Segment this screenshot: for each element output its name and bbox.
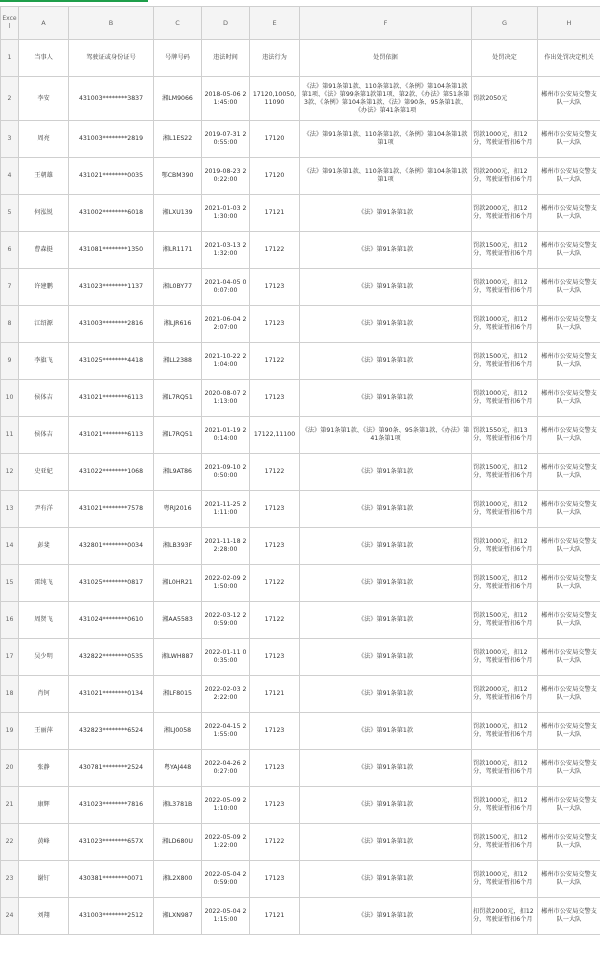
cell-authority[interactable]: 郴州市公安局交警支队一大队	[538, 491, 600, 528]
cell-violation[interactable]: 17120,10050,11090	[250, 77, 300, 121]
cell-license-id[interactable]: 431003********2819	[69, 121, 154, 158]
cell-plate[interactable]: 湘L0BY77	[154, 269, 202, 306]
cell-authority[interactable]: 郴州市公安局交警支队一大队	[538, 121, 600, 158]
cell-authority[interactable]: 郴州市公安局交警支队一大队	[538, 824, 600, 861]
cell-authority[interactable]: 郴州市公安局交警支队一大队	[538, 861, 600, 898]
cell-basis[interactable]: 《法》第91条第1款	[300, 898, 472, 935]
cell-authority[interactable]: 郴州市公安局交警支队一大队	[538, 528, 600, 565]
table-row	[1, 158, 600, 195]
cell-party[interactable]: 张静	[19, 750, 69, 787]
cell-basis[interactable]: 《法》第91条第1款	[300, 306, 472, 343]
cell-license-id[interactable]: 432822********0535	[69, 639, 154, 676]
cell-plate[interactable]: 湘LJR616	[154, 306, 202, 343]
cell-time[interactable]: 2021-06-04 22:07:00	[202, 306, 250, 343]
table-row	[1, 121, 600, 158]
cell-time[interactable]: 2022-01-11 00:35:00	[202, 639, 250, 676]
row-number[interactable]: 11	[1, 417, 19, 454]
cell-time[interactable]: 2019-07-31 20:55:00	[202, 121, 250, 158]
cell-authority[interactable]: 郴州市公安局交警支队一大队	[538, 787, 600, 824]
cell-decision[interactable]: 罚款2000元，扣12分，驾驶证暂扣6个月	[472, 158, 538, 195]
cell-time[interactable]: 2022-05-04 21:15:00	[202, 898, 250, 935]
row-number[interactable]: 3	[1, 121, 19, 158]
row-number[interactable]: 23	[1, 861, 19, 898]
row-number[interactable]: 7	[1, 269, 19, 306]
column-header-g[interactable]: G	[472, 7, 538, 40]
cell-decision[interactable]: 罚款1500元，扣12分，驾驶证暂扣6个月	[472, 454, 538, 491]
cell-decision[interactable]: 罚款1000元，扣12分，驾驶证暂扣6个月	[472, 306, 538, 343]
cell-authority[interactable]: 郴州市公安局交警支队一大队	[538, 195, 600, 232]
cell-license-id[interactable]: 431025********0817	[69, 565, 154, 602]
cell-time[interactable]: 2021-01-03 21:30:00	[202, 195, 250, 232]
table-row	[1, 454, 600, 491]
cell-authority[interactable]: 郴州市公安局交警支队一大队	[538, 898, 600, 935]
cell-decision[interactable]: 罚款1550元，扣13分，驾驶证暂扣6个月	[472, 417, 538, 454]
cell-authority[interactable]: 郴州市公安局交警支队一大队	[538, 158, 600, 195]
row-number[interactable]: 21	[1, 787, 19, 824]
cell-decision[interactable]: 罚款1500元，扣12分，驾驶证暂扣6个月	[472, 565, 538, 602]
row-number[interactable]: 16	[1, 602, 19, 639]
cell-license-id[interactable]: 431025********4418	[69, 343, 154, 380]
cell-authority[interactable]: 郴州市公安局交警支队一大队	[538, 343, 600, 380]
cell-license-id[interactable]: 431003********3837	[69, 77, 154, 121]
cell-basis[interactable]: 《法》第91条第1款	[300, 232, 472, 269]
cell-license-id[interactable]: 432823********6524	[69, 713, 154, 750]
cell-plate[interactable]: 湘L2X800	[154, 861, 202, 898]
cell-plate[interactable]: 湘LB393F	[154, 528, 202, 565]
cell-decision[interactable]: 罚款1000元，扣12分，驾驶证暂扣6个月	[472, 713, 538, 750]
header-data-row	[1, 40, 600, 77]
cell-decision[interactable]: 罚款1000元，扣12分，驾驶证暂扣6个月	[472, 750, 538, 787]
table-row	[1, 787, 600, 824]
cell-basis[interactable]: 《法》第91条第1款	[300, 787, 472, 824]
cell-authority[interactable]: 郴州市公安局交警支队一大队	[538, 306, 600, 343]
row-number[interactable]: 13	[1, 491, 19, 528]
cell-decision[interactable]: 罚款1000元，扣12分，驾驶证暂扣6个月	[472, 269, 538, 306]
cell-license-id[interactable]: 431021********6113	[69, 380, 154, 417]
row-number[interactable]: 8	[1, 306, 19, 343]
cell-violation[interactable]: 17121	[250, 898, 300, 935]
table-row	[1, 861, 600, 898]
table-row	[1, 676, 600, 713]
cell-violation[interactable]: 17123	[250, 713, 300, 750]
row-number[interactable]: 6	[1, 232, 19, 269]
cell-plate[interactable]: 湘AA5583	[154, 602, 202, 639]
cell-violation[interactable]: 17123	[250, 491, 300, 528]
cell-time[interactable]: 2021-01-19 20:14:00	[202, 417, 250, 454]
cell-basis[interactable]: 《法》第91条第1款、110条第1款、《条例》第104条第1款第1项	[300, 121, 472, 158]
row-number[interactable]: 18	[1, 676, 19, 713]
cell-time[interactable]: 2021-11-25 21:11:00	[202, 491, 250, 528]
cell-license-id[interactable]: 431002********6018	[69, 195, 154, 232]
cell-time[interactable]: 2020-08-07 21:13:00	[202, 380, 250, 417]
cell-basis[interactable]: 《法》第91条第1款	[300, 750, 472, 787]
cell-violation[interactable]: 17122,11100	[250, 417, 300, 454]
cell-basis[interactable]: 《法》第91条第1款	[300, 343, 472, 380]
row-number[interactable]: 20	[1, 750, 19, 787]
cell-party[interactable]: 曹森挺	[19, 232, 69, 269]
cell-basis[interactable]: 《法》第91条第1款	[300, 528, 472, 565]
cell-violation[interactable]: 17122	[250, 565, 300, 602]
cell-violation[interactable]: 17123	[250, 639, 300, 676]
cell-license-id[interactable]: 431022********1068	[69, 454, 154, 491]
header-plate[interactable]: 号牌号码	[154, 40, 202, 77]
cell-authority[interactable]: 郴州市公安局交警支队一大队	[538, 713, 600, 750]
cell-party[interactable]: 谢钉	[19, 861, 69, 898]
cell-violation[interactable]: 17123	[250, 380, 300, 417]
cell-plate[interactable]: 湘LWH887	[154, 639, 202, 676]
cell-basis[interactable]: 《法》第91条第1款	[300, 565, 472, 602]
cell-license-id[interactable]: 431021********7578	[69, 491, 154, 528]
table-row	[1, 898, 600, 935]
cell-license-id[interactable]: 430781********2524	[69, 750, 154, 787]
cell-license-id[interactable]: 431023********657X	[69, 824, 154, 861]
cell-time[interactable]: 2021-10-22 21:04:00	[202, 343, 250, 380]
cell-violation[interactable]: 17122	[250, 232, 300, 269]
cell-authority[interactable]: 郴州市公安局交警支队一大队	[538, 676, 600, 713]
cell-party[interactable]: 许建鹏	[19, 269, 69, 306]
cell-authority[interactable]: 郴州市公安局交警支队一大队	[538, 750, 600, 787]
cell-time[interactable]: 2022-04-15 21:55:00	[202, 713, 250, 750]
cell-basis[interactable]: 《法》第91条第1款	[300, 824, 472, 861]
cell-violation[interactable]: 17123	[250, 750, 300, 787]
table-row	[1, 417, 600, 454]
cell-decision[interactable]: 罚款1000元，扣12分，驾驶证暂扣6个月	[472, 528, 538, 565]
cell-basis[interactable]: 《法》第91条第1款、《法》第90条、95条第1款、《办法》第41条第1项	[300, 417, 472, 454]
row-number[interactable]: 5	[1, 195, 19, 232]
cell-basis[interactable]: 《法》第91条第1款	[300, 380, 472, 417]
cell-party[interactable]: 黄峰	[19, 824, 69, 861]
cell-authority[interactable]: 郴州市公安局交警支队一大队	[538, 602, 600, 639]
table-row	[1, 824, 600, 861]
cell-party[interactable]: 李旗飞	[19, 343, 69, 380]
cell-violation[interactable]: 17122	[250, 343, 300, 380]
cell-time[interactable]: 2021-11-18 22:28:00	[202, 528, 250, 565]
table-row	[1, 269, 600, 306]
header-time[interactable]: 违法时间	[202, 40, 250, 77]
row-number[interactable]: 24	[1, 898, 19, 935]
cell-time[interactable]: 2022-02-03 22:22:00	[202, 676, 250, 713]
row-number[interactable]: 1	[1, 40, 19, 77]
cell-basis[interactable]: 《法》第91条第1款、110条第1款、《条例》第104条第1款第1项	[300, 158, 472, 195]
cell-party[interactable]: 尹有洋	[19, 491, 69, 528]
cell-license-id[interactable]: 431003********2512	[69, 898, 154, 935]
cell-violation[interactable]: 17123	[250, 861, 300, 898]
cell-time[interactable]: 2022-05-09 21:10:00	[202, 787, 250, 824]
app-label: Excel	[1, 7, 19, 40]
cell-violation[interactable]: 17123	[250, 787, 300, 824]
cell-violation[interactable]: 17122	[250, 454, 300, 491]
cell-basis[interactable]: 《法》第91条第1款	[300, 861, 472, 898]
cell-time[interactable]: 2022-04-26 20:27:00	[202, 750, 250, 787]
cell-decision[interactable]: 罚款1000元，扣12分，驾驶证暂扣6个月	[472, 639, 538, 676]
cell-plate[interactable]: 湘L9AT86	[154, 454, 202, 491]
cell-decision[interactable]: 罚款1000元，扣12分，驾驶证暂扣6个月	[472, 861, 538, 898]
cell-violation[interactable]: 17121	[250, 676, 300, 713]
row-number[interactable]: 10	[1, 380, 19, 417]
row-number[interactable]: 2	[1, 77, 19, 121]
cell-plate[interactable]: 鄂CBM390	[154, 158, 202, 195]
table-row	[1, 713, 600, 750]
cell-decision[interactable]: 罚款1500元，扣12分，驾驶证暂扣6个月	[472, 343, 538, 380]
cell-time[interactable]: 2018-05-06 21:45:00	[202, 77, 250, 121]
row-number[interactable]: 15	[1, 565, 19, 602]
cell-party[interactable]: 康辉	[19, 787, 69, 824]
cell-time[interactable]: 2022-03-12 20:59:00	[202, 602, 250, 639]
cell-party[interactable]: 周亮	[19, 121, 69, 158]
cell-party[interactable]: 刘翔	[19, 898, 69, 935]
cell-violation[interactable]: 17120	[250, 158, 300, 195]
cell-plate[interactable]: 湘LXN987	[154, 898, 202, 935]
table-row	[1, 528, 600, 565]
cell-plate[interactable]: 湘LD680U	[154, 824, 202, 861]
cell-license-id[interactable]: 431023********7816	[69, 787, 154, 824]
cell-party[interactable]: 肖钶	[19, 676, 69, 713]
cell-plate[interactable]: 湘LM9066	[154, 77, 202, 121]
cell-authority[interactable]: 郴州市公安局交警支队一大队	[538, 77, 600, 121]
cell-plate[interactable]: 湘LXU139	[154, 195, 202, 232]
table-row	[1, 77, 600, 121]
row-number[interactable]: 19	[1, 713, 19, 750]
row-number[interactable]: 17	[1, 639, 19, 676]
cell-decision[interactable]: 扣罚款2000元，扣12分，驾驶证暂扣6个月	[472, 898, 538, 935]
table-row	[1, 491, 600, 528]
cell-violation[interactable]: 17123	[250, 306, 300, 343]
table-row	[1, 565, 600, 602]
cell-license-id[interactable]: 431021********0035	[69, 158, 154, 195]
cell-time[interactable]: 2021-04-05 00:07:00	[202, 269, 250, 306]
cell-plate[interactable]: 湘LF8015	[154, 676, 202, 713]
cell-time[interactable]: 2022-05-09 21:22:00	[202, 824, 250, 861]
cell-basis[interactable]: 《法》第91条第1款	[300, 195, 472, 232]
cell-license-id[interactable]: 432801********0034	[69, 528, 154, 565]
cell-plate[interactable]: 湘LL2388	[154, 343, 202, 380]
column-header-d[interactable]: D	[202, 7, 250, 40]
column-header-row	[1, 7, 600, 40]
cell-party[interactable]: 雷纯飞	[19, 565, 69, 602]
cell-party[interactable]: 吴少明	[19, 639, 69, 676]
cell-license-id[interactable]: 431024********0610	[69, 602, 154, 639]
cell-time[interactable]: 2021-09-10 20:50:00	[202, 454, 250, 491]
cell-decision[interactable]: 罚款2000元，扣12分，驾驶证暂扣6个月	[472, 195, 538, 232]
cell-violation[interactable]: 17120	[250, 121, 300, 158]
cell-license-id[interactable]: 430381********0071	[69, 861, 154, 898]
cell-violation[interactable]: 17122	[250, 602, 300, 639]
cell-party[interactable]: 周贤飞	[19, 602, 69, 639]
row-number[interactable]: 12	[1, 454, 19, 491]
table-row	[1, 306, 600, 343]
cell-plate[interactable]: 粤YAJ448	[154, 750, 202, 787]
header-license-id[interactable]: 驾驶证或身份证号	[69, 40, 154, 77]
cell-plate[interactable]: 湘LJ0058	[154, 713, 202, 750]
cell-violation[interactable]: 17121	[250, 195, 300, 232]
cell-decision[interactable]: 罚款2000元，扣12分，驾驶证暂扣6个月	[472, 676, 538, 713]
cell-basis[interactable]: 《法》第91条第1款	[300, 602, 472, 639]
cell-violation[interactable]: 17123	[250, 528, 300, 565]
cell-authority[interactable]: 郴州市公安局交警支队一大队	[538, 454, 600, 491]
cell-decision[interactable]: 罚款1000元，扣12分，驾驶证暂扣6个月	[472, 121, 538, 158]
cell-plate[interactable]: 湘L3781B	[154, 787, 202, 824]
column-header-f[interactable]: F	[300, 7, 472, 40]
column-header-c[interactable]: C	[154, 7, 202, 40]
cell-decision[interactable]: 罚款1000元，扣12分，驾驶证暂扣6个月	[472, 491, 538, 528]
cell-party[interactable]: 侯体吉	[19, 417, 69, 454]
cell-party[interactable]: 江绍源	[19, 306, 69, 343]
cell-license-id[interactable]: 431081********1350	[69, 232, 154, 269]
table-row	[1, 232, 600, 269]
cell-basis[interactable]: 《法》第91条第1款	[300, 491, 472, 528]
cell-decision[interactable]: 罚款1500元，扣12分，驾驶证暂扣6个月	[472, 602, 538, 639]
cell-plate[interactable]: 湘L1ES22	[154, 121, 202, 158]
column-header-a[interactable]: A	[19, 7, 69, 40]
cell-basis[interactable]: 《法》第91条第1款	[300, 713, 472, 750]
cell-authority[interactable]: 郴州市公安局交警支队一大队	[538, 232, 600, 269]
cell-basis[interactable]: 《法》第91条第1款	[300, 454, 472, 491]
cell-plate[interactable]: 湘L7RQ51	[154, 417, 202, 454]
cell-authority[interactable]: 郴州市公安局交警支队一大队	[538, 565, 600, 602]
cell-party[interactable]: 彭斐	[19, 528, 69, 565]
cell-party[interactable]: 王丽萍	[19, 713, 69, 750]
row-number[interactable]: 9	[1, 343, 19, 380]
cell-license-id[interactable]: 431021********0134	[69, 676, 154, 713]
column-header-e[interactable]: E	[250, 7, 300, 40]
cell-license-id[interactable]: 431023********1137	[69, 269, 154, 306]
cell-decision[interactable]: 罚款1500元，扣12分，驾驶证暂扣6个月	[472, 232, 538, 269]
cell-authority[interactable]: 郴州市公安局交警支队一大队	[538, 380, 600, 417]
table-row	[1, 639, 600, 676]
header-violation[interactable]: 违法行为	[250, 40, 300, 77]
cell-time[interactable]: 2019-08-23 20:22:00	[202, 158, 250, 195]
cell-decision[interactable]: 罚款1000元，扣12分，驾驶证暂扣6个月	[472, 787, 538, 824]
cell-plate[interactable]: 湘L0HR21	[154, 565, 202, 602]
cell-party[interactable]: 李安	[19, 77, 69, 121]
column-header-h[interactable]: H	[538, 7, 600, 40]
cell-violation[interactable]: 17123	[250, 269, 300, 306]
row-number[interactable]: 14	[1, 528, 19, 565]
cell-license-id[interactable]: 431003********2816	[69, 306, 154, 343]
row-number[interactable]: 22	[1, 824, 19, 861]
table-row	[1, 195, 600, 232]
cell-authority[interactable]: 郴州市公安局交警支队一大队	[538, 269, 600, 306]
table-row	[1, 343, 600, 380]
grid-body	[1, 7, 600, 935]
cell-party[interactable]: 史亚妃	[19, 454, 69, 491]
table-row	[1, 602, 600, 639]
cell-plate[interactable]: 湘L7RQ51	[154, 380, 202, 417]
row-number[interactable]: 4	[1, 158, 19, 195]
cell-time[interactable]: 2022-02-09 21:50:00	[202, 565, 250, 602]
header-party[interactable]: 当事人	[19, 40, 69, 77]
cell-basis[interactable]: 《法》第91条第1款	[300, 639, 472, 676]
cell-time[interactable]: 2022-05-04 20:59:00	[202, 861, 250, 898]
cell-basis[interactable]: 《法》第91条第1款	[300, 269, 472, 306]
cell-party[interactable]: 王朝雄	[19, 158, 69, 195]
table-row	[1, 750, 600, 787]
cell-party[interactable]: 何泓锐	[19, 195, 69, 232]
header-decision[interactable]: 处罚决定	[472, 40, 538, 77]
header-authority[interactable]: 作出处罚决定机关	[538, 40, 600, 77]
cell-violation[interactable]: 17122	[250, 824, 300, 861]
cell-basis[interactable]: 《法》第91条第1款	[300, 676, 472, 713]
cell-authority[interactable]: 郴州市公安局交警支队一大队	[538, 417, 600, 454]
cell-party[interactable]: 侯体吉	[19, 380, 69, 417]
cell-plate[interactable]: 粤RJ2016	[154, 491, 202, 528]
header-basis[interactable]: 处罚依据	[300, 40, 472, 77]
cell-decision[interactable]: 罚款2050元	[472, 77, 538, 121]
cell-decision[interactable]: 罚款1000元，扣12分，驾驶证暂扣6个月	[472, 380, 538, 417]
cell-basis[interactable]: 《法》第91条第1款、110条第1款、《条例》第104条第1款第1项、《法》第99条第1款第1项、第2款、《办法》第51条第3款、《条例》第104条第1款、《法》第90条、95条第1款、《办法》第41条第1项	[300, 77, 472, 121]
table-row	[1, 380, 600, 417]
cell-authority[interactable]: 郴州市公安局交警支队一大队	[538, 639, 600, 676]
column-header-b[interactable]: B	[69, 7, 154, 40]
cell-time[interactable]: 2021-03-13 21:32:00	[202, 232, 250, 269]
spreadsheet-grid	[0, 6, 600, 935]
cell-decision[interactable]: 罚款1500元，扣12分，驾驶证暂扣6个月	[472, 824, 538, 861]
cell-license-id[interactable]: 431021********6113	[69, 417, 154, 454]
cell-plate[interactable]: 湘LR1171	[154, 232, 202, 269]
